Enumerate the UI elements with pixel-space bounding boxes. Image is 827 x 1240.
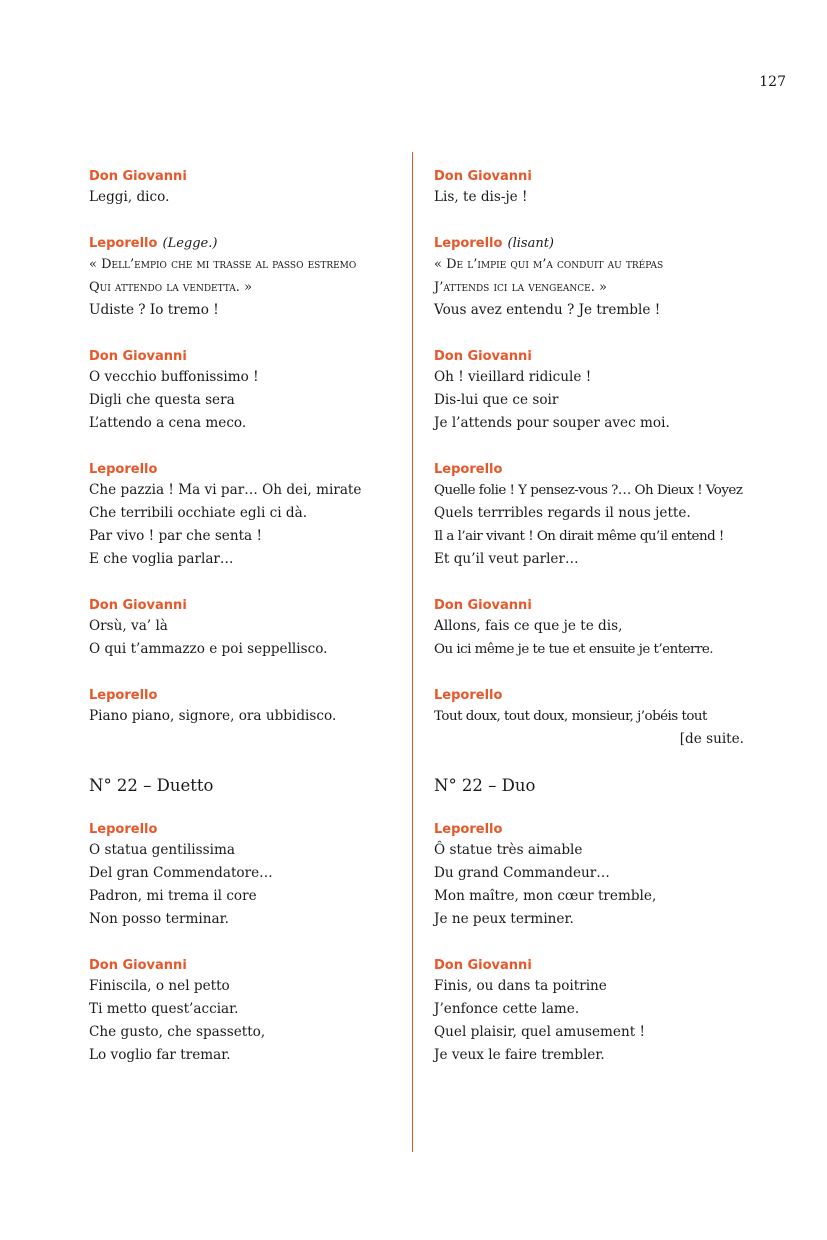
section-heading: N° 22 – Duo: [434, 776, 536, 795]
verse-line: Il a l’air vivant ! On dirait même qu’il entend !: [434, 529, 724, 544]
verse-line: Et qu’il veut parler…: [434, 551, 579, 567]
dialogue-block: [89, 816, 399, 931]
speaker-name: Don Giovanni: [89, 349, 187, 364]
verse-line: Quelle folie ! Y pensez-vous ?… Oh Dieux ! Voyez: [434, 483, 743, 498]
verse-line: Par vivo ! par che senta !: [89, 528, 262, 544]
dialogue-block: [89, 230, 399, 322]
verse-line: Lo voglio far tremar.: [89, 1047, 231, 1063]
verse-line: Ô statue très aimable: [434, 842, 583, 858]
verse-line: Finiscila, o nel petto: [89, 978, 230, 994]
stage-direction: (Legge.): [162, 236, 218, 251]
page-number: 127: [759, 74, 786, 90]
verse-line: J’enfonce cette lame.: [434, 1001, 580, 1017]
speaker-name: Don Giovanni: [434, 958, 532, 973]
verse-line: E che voglia parlar…: [89, 551, 234, 567]
dialogue-block: [434, 592, 744, 661]
stage-direction: (lisant): [507, 236, 554, 251]
speaker-name: Don Giovanni: [434, 169, 532, 184]
italian-column: [89, 163, 399, 1088]
verse-line: Finis, ou dans ta poitrine: [434, 978, 607, 994]
verse-line: Je veux le faire trembler.: [434, 1047, 605, 1063]
speaker-name: Leporello: [434, 236, 503, 251]
speaker-name: Don Giovanni: [89, 958, 187, 973]
verse-line: Dis-lui que ce soir: [434, 392, 559, 408]
speaker-name: Don Giovanni: [434, 598, 532, 613]
speaker-name: Leporello: [89, 236, 158, 251]
verse-line: Quel plaisir, quel amusement !: [434, 1024, 645, 1040]
verse-line: Digli che questa sera: [89, 392, 235, 408]
speaker-name: Leporello: [89, 822, 158, 837]
verse-line: O qui t’ammazzo e poi seppellisco.: [89, 641, 328, 657]
dialogue-block: [89, 163, 399, 209]
column-divider: [412, 152, 413, 1152]
dialogue-block: [434, 682, 744, 751]
verse-line: Leggi, dico.: [89, 189, 170, 205]
dialogue-block: [434, 816, 744, 931]
speaker-name: Leporello: [434, 462, 503, 477]
verse-line: O statua gentilissima: [89, 842, 235, 858]
verse-line: Orsù, va’ là: [89, 618, 168, 634]
dialogue-block: [89, 952, 399, 1067]
speaker-name: Leporello: [89, 462, 158, 477]
speaker-name: Don Giovanni: [434, 349, 532, 364]
verse-line: O vecchio buffonissimo !: [89, 369, 259, 385]
verse-line: Mon maître, mon cœur tremble,: [434, 888, 657, 904]
verse-line: « De l’impie qui m’a conduit au trépas: [434, 257, 664, 272]
verse-line-continuation: [de suite.: [679, 731, 744, 747]
dialogue-block: [434, 230, 744, 322]
dialogue-block: [89, 682, 399, 751]
dialogue-block: [89, 456, 399, 571]
french-column: [434, 163, 744, 1088]
speaker-name: Don Giovanni: [89, 169, 187, 184]
verse-line: Je l’attends pour souper avec moi.: [434, 415, 670, 431]
verse-line: Quels terrribles regards il nous jette.: [434, 505, 691, 521]
verse-line: Tout doux, tout doux, monsieur, j’obéis tout: [434, 709, 707, 724]
verse-line: Padron, mi trema il core: [89, 888, 257, 904]
dialogue-block: [89, 592, 399, 661]
speaker-name: Don Giovanni: [89, 598, 187, 613]
verse-line: J’attends ici la vengeance. »: [434, 280, 607, 295]
dialogue-block: [434, 163, 744, 209]
verse-line: Oh ! vieillard ridicule !: [434, 369, 592, 385]
dialogue-block: [89, 343, 399, 435]
dialogue-block: [434, 952, 744, 1067]
verse-line: Che terribili occhiate egli ci dà.: [89, 505, 308, 521]
verse-line: Allons, fais ce que je te dis,: [434, 618, 623, 634]
verse-line: Vous avez entendu ? Je tremble !: [434, 302, 661, 318]
speaker-name: Leporello: [89, 688, 158, 703]
verse-line: Je ne peux terminer.: [434, 911, 574, 927]
verse-line: Du grand Commandeur…: [434, 865, 610, 881]
verse-line: « Dell’empio che mi trasse al passo estremo: [89, 257, 357, 272]
verse-line: Ti metto quest’acciar.: [89, 1001, 239, 1017]
verse-line: Del gran Commendatore…: [89, 865, 273, 881]
verse-line: Non posso terminar.: [89, 911, 229, 927]
verse-line: Lis, te dis-je !: [434, 189, 528, 205]
dialogue-block: [434, 456, 744, 571]
speaker-name: Leporello: [434, 688, 503, 703]
verse-line: Piano piano, signore, ora ubbidisco.: [89, 708, 337, 724]
verse-line: Qui attendo la vendetta. »: [89, 280, 253, 295]
dialogue-block: [434, 343, 744, 435]
verse-line: L’attendo a cena meco.: [89, 415, 247, 431]
verse-line: Che pazzia ! Ma vi par… Oh dei, mirate: [89, 482, 362, 498]
verse-line: Ou ici même je te tue et ensuite je t’enterre.: [434, 642, 714, 657]
verse-line: Che gusto, che spassetto,: [89, 1024, 266, 1040]
speaker-name: Leporello: [434, 822, 503, 837]
verse-line: Udiste ? Io tremo !: [89, 302, 219, 318]
section-heading: N° 22 – Duetto: [89, 776, 214, 795]
